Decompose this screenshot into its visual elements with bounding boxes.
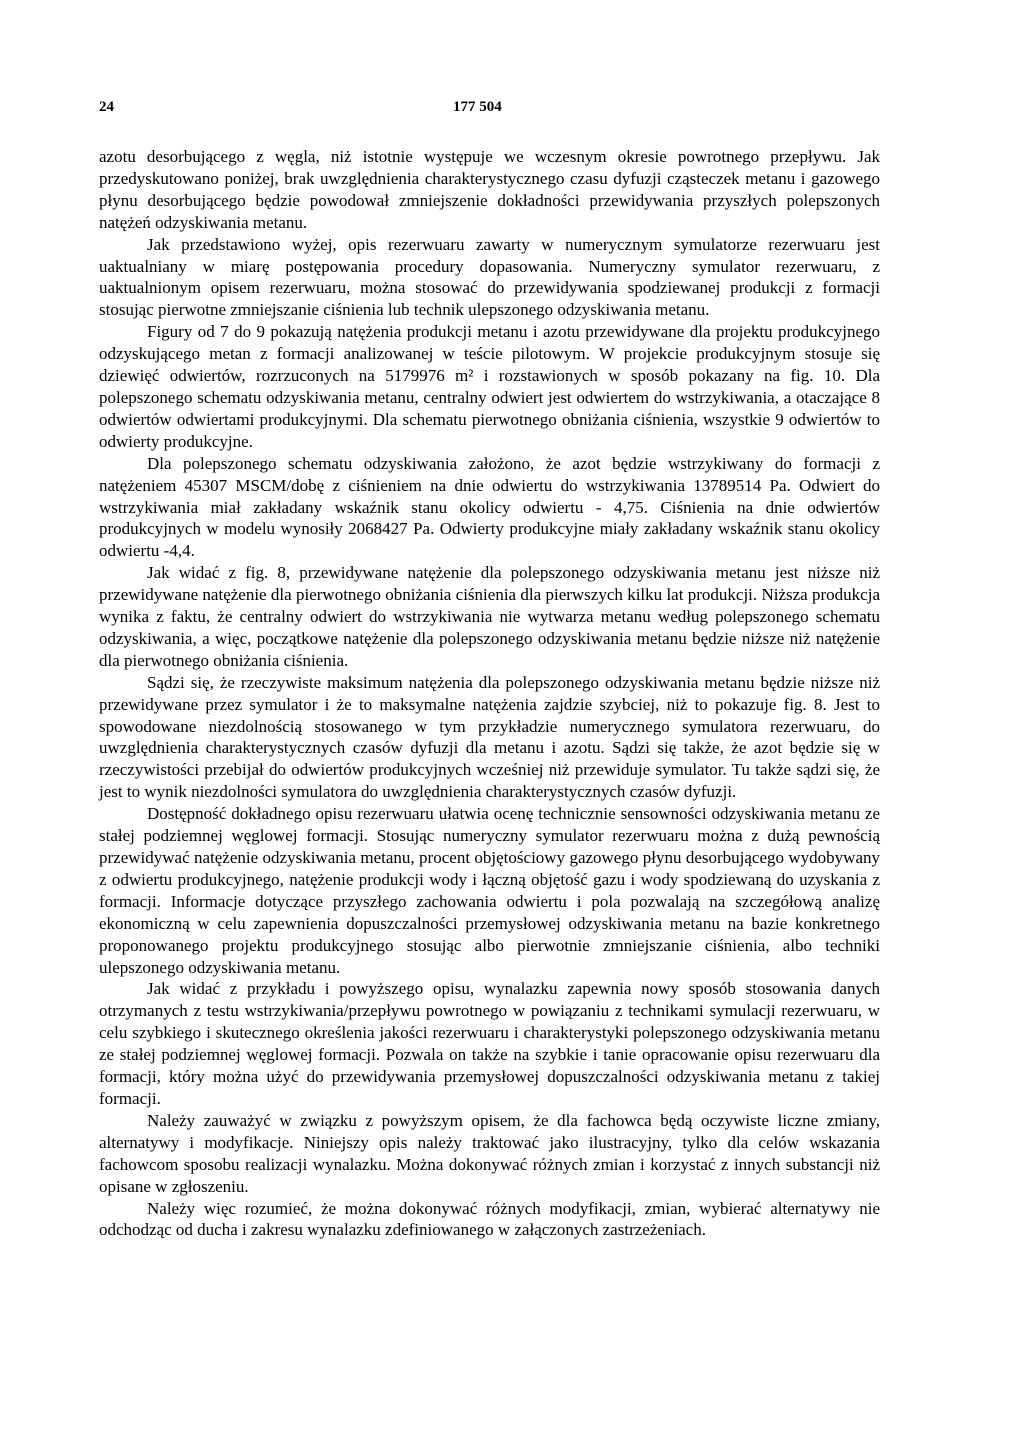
paragraph-figures-production: Figury od 7 do 9 pokazują natężenia produkcji metanu i azotu przewidywane dla projektu produkcyjnego odzyskującego metan z formacji analizowanej w teście pilotowym. W projekcie produkcyjnym stosuje się dziewięć odwiertów, rozrzuconych na 5179976 m² i rozstawionych w sposób pokazany na fig. 10. Dla polepszonego schematu odzyskiwania metanu, centralny odwiert jest odwiertem do wstrzykiwania, a otaczające 8 odwiertów odwiertami produkcyjnymi. Dla schematu pierwotnego obniżania ciśnienia, wszystkie 9 odwiertów to odwierty produkcyjne.: [99, 322, 880, 451]
page-header: [99, 97, 880, 117]
paragraph-reservoir-availability: Dostępność dokładnego opisu rezerwuaru ułatwia ocenę technicznie sensowności odzyskiwania metanu ze stałej podziemnej węglowej formacji. Stosując numeryczny symulator rezerwuaru można z dużą pewnością przewidywać natężenie odzyskiwania metanu, procent objętościowy gazowego płynu desorbującego wydobywany z odwiertu produkcyjnego, natężenie produkcji wody i łączną objętość gazu i wody spodziewaną do uzyskania z formacji. Informacje dotyczące przyszłego zachowania odwiertu i pola pozwalają na szczegółową analizę ekonomiczną w celu zapewnienia dopuszczalności przemysłowej odzyskiwania metanu na bazie konkretnego proponowanego projektu produkcyjnego stosując albo pierwotnie zmniejszanie ciśnienia, albo techniki ulepszonego odzyskiwania metanu.: [99, 804, 880, 977]
page-number: 24: [99, 99, 114, 115]
paragraph-nitrogen-injection: Dla polepszonego schematu odzyskiwania założono, że azot będzie wstrzykiwany do formacji z natężeniem 45307 MSCM/dobę z ciśnieniem na dnie odwiertu do wstrzykiwania 13789514 Pa. Odwiert do wstrzykiwania miał zakładany wskaźnik stanu okolicy odwiertu - 4,75. Ciśnienia na dnie odwiertów produkcyjnych w modelu wynosiły 2068427 Pa. Odwierty produkcyjne miały zakładany wskaźnik stanu okolicy odwiertu -4,4.: [99, 453, 880, 561]
paragraph-continuation: azotu desorbującego z węgla, niż istotnie występuje we wczesnym okresie powrotnego przepływu. Jak przedyskutowano poniżej, brak uwzględnienia charakterystycznego czasu dyfuzji cząsteczek metanu i gazowego płynu desorbującego będzie powodował zmniejszenie dokładności przewidywania przyszłych polepszonych natężeń odzyskiwania metanu.: [99, 147, 880, 232]
patent-number: 177 504: [453, 99, 502, 115]
paragraph-simulator-limitation: Sądzi się, że rzeczywiste maksimum natężenia dla polepszonego odzyskiwania metanu będzie niższe niż przewidywane przez symulator i że to maksymalne natężenia zajdzie szybciej, niż to pokazuje fig. 8. Jest to spowodowane niezdolnością stosowanego w tym przykładzie numerycznego symulatora rezerwuaru, do uwzględnienia charakterystycznych czasów dyfuzji dla metanu i azotu. Sądzi się także, że azot będzie się w rzeczywistości przebijał do odwiertów produkcyjnych wcześniej niż przewiduje symulator. Tu także sądzi się, że jest to wynik niezdolności symulatora do uwzględnienia charakterystycznych czasów dyfuzji.: [99, 672, 880, 802]
document-body: [99, 146, 880, 1241]
paragraph-reservoir-description: Jak przedstawiono wyżej, opis rezerwuaru zawarty w numerycznym symulatorze rezerwuaru jest uaktualniany w miarę postępowania procedury dopasowania. Numeryczny symulator rezerwuaru, z uaktualnionym opisem rezerwuaru, można stosować do przewidywania spodziewanej produkcji z formacji stosując pierwotne zmniejszanie ciśnienia lub technik ulepszonego odzyskiwania metanu.: [99, 234, 880, 320]
paragraph-modifications-note: Należy zauważyć w związku z powyższym opisem, że dla fachowca będą oczywiste liczne zmiany, alternatywy i modyfikacje. Niniejszy opis należy traktować jako ilustracyjny, tylko dla celów wskazania fachowcom sposobu realizacji wynalazku. Można dokonywać różnych zmian i korzystać z innych substancji niż opisane w zgłoszeniu.: [99, 1110, 880, 1196]
paragraph-invention-summary: Jak widać z przykładu i powyższego opisu, wynalazku zapewnia nowy sposób stosowania danych otrzymanych z testu wstrzykiwania/przepływu powrotnego w powiązaniu z technikami symulacji rezerwuaru, w celu szybkiego i skutecznego określenia jakości rezerwuaru i charakterystyki polepszonego odzyskiwania metanu ze stałej podziemnej węglowej formacji. Pozwala on także na szybkie i tanie opracowanie opisu rezerwuaru dla formacji, który można użyć do przewidywania przemysłowej dopuszczalności odzyskiwania metanu z takiej formacji.: [99, 979, 880, 1108]
paragraph-fig8-comparison: Jak widać z fig. 8, przewidywane natężenie dla polepszonego odzyskiwania metanu jest niższe niż przewidywane natężenie dla pierwotnego obniżania ciśnienia dla pierwszych kilku lat produkcji. Niższa produkcja wynika z faktu, że centralny odwiert do wstrzykiwania nie wytwarza metanu według polepszonego schematu odzyskiwania, a więc, początkowe natężenie dla polepszonego odzyskiwania metanu będzie niższe niż natężenie dla pierwotnego obniżania ciśnienia.: [99, 563, 880, 670]
paragraph-closing: Należy więc rozumieć, że można dokonywać różnych modyfikacji, zmian, wybierać alternatywy nie odchodząc od ducha i zakresu wynalazku zdefiniowanego w załączonych zastrzeżeniach.: [99, 1198, 880, 1240]
